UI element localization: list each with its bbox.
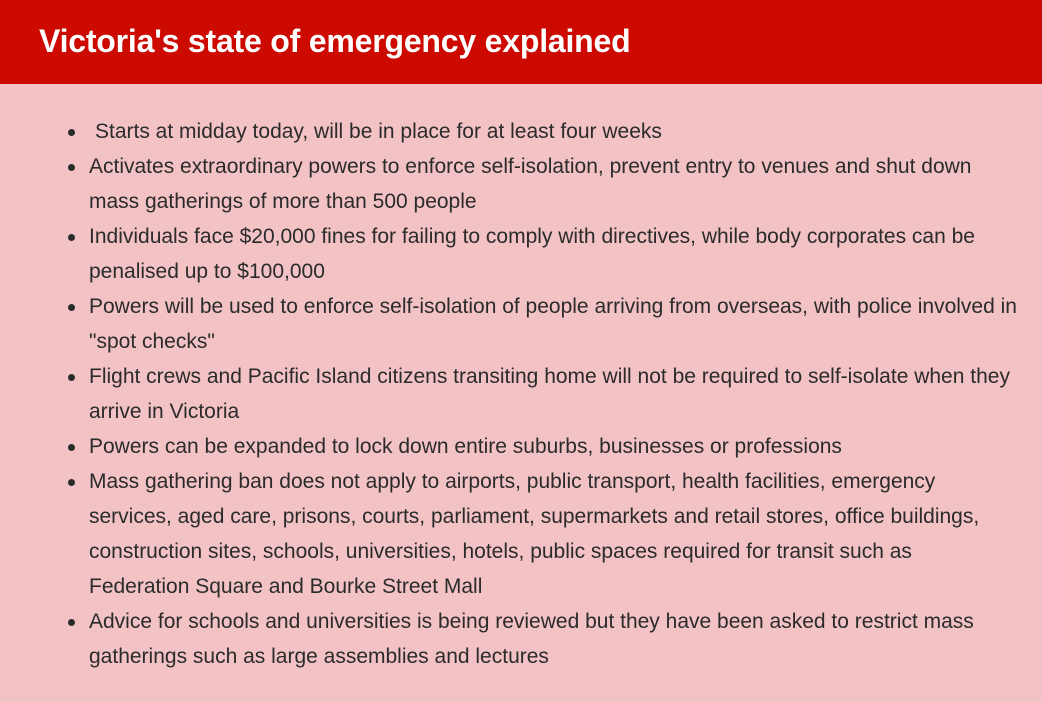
bullet-icon	[68, 129, 75, 136]
bullet-list	[0, 114, 1042, 674]
bullet-icon	[68, 164, 75, 171]
list-item	[89, 114, 1018, 149]
content-panel	[0, 84, 1042, 702]
list-item	[89, 429, 1018, 464]
list-item-text: Advice for schools and universities is being reviewed but they have been asked to restrict mass gatherings such as large assemblies and lectures	[89, 610, 974, 668]
list-item	[89, 289, 1018, 359]
list-item-text: Powers will be used to enforce self-isolation of people arriving from overseas, with police involved in "spot checks"	[89, 295, 1017, 353]
list-item	[89, 149, 1018, 219]
bullet-icon	[68, 444, 75, 451]
header-banner	[0, 0, 1042, 84]
list-item	[89, 464, 1018, 604]
page-title: Victoria's state of emergency explained	[39, 23, 631, 59]
bullet-icon	[68, 374, 75, 381]
list-item	[89, 604, 1018, 674]
list-item-text: Starts at midday today, will be in place for at least four weeks	[95, 120, 662, 143]
list-item-text: Activates extraordinary powers to enforce self-isolation, prevent entry to venues and shut down mass gatherings of more than 500 people	[89, 155, 972, 213]
list-item-text: Individuals face $20,000 fines for failing to comply with directives, while body corporates can be penalised up to $100,000	[89, 225, 975, 283]
bullet-icon	[68, 619, 75, 626]
list-item-text: Powers can be expanded to lock down entire suburbs, businesses or professions	[89, 435, 842, 458]
bullet-icon	[68, 479, 75, 486]
list-item-text: Flight crews and Pacific Island citizens transiting home will not be required to self-isolate when they arrive in Victoria	[89, 365, 1010, 423]
list-item	[89, 219, 1018, 289]
list-item-text: Mass gathering ban does not apply to airports, public transport, health facilities, emergency services, aged care, prisons, courts, parliament, supermarkets and retail stores, office buildings, construction sites, schools, universities, hotels, public spaces required for transit such as Federation Square and Bourke Street Mall	[89, 470, 980, 598]
bullet-icon	[68, 234, 75, 241]
bullet-icon	[68, 304, 75, 311]
list-item	[89, 359, 1018, 429]
